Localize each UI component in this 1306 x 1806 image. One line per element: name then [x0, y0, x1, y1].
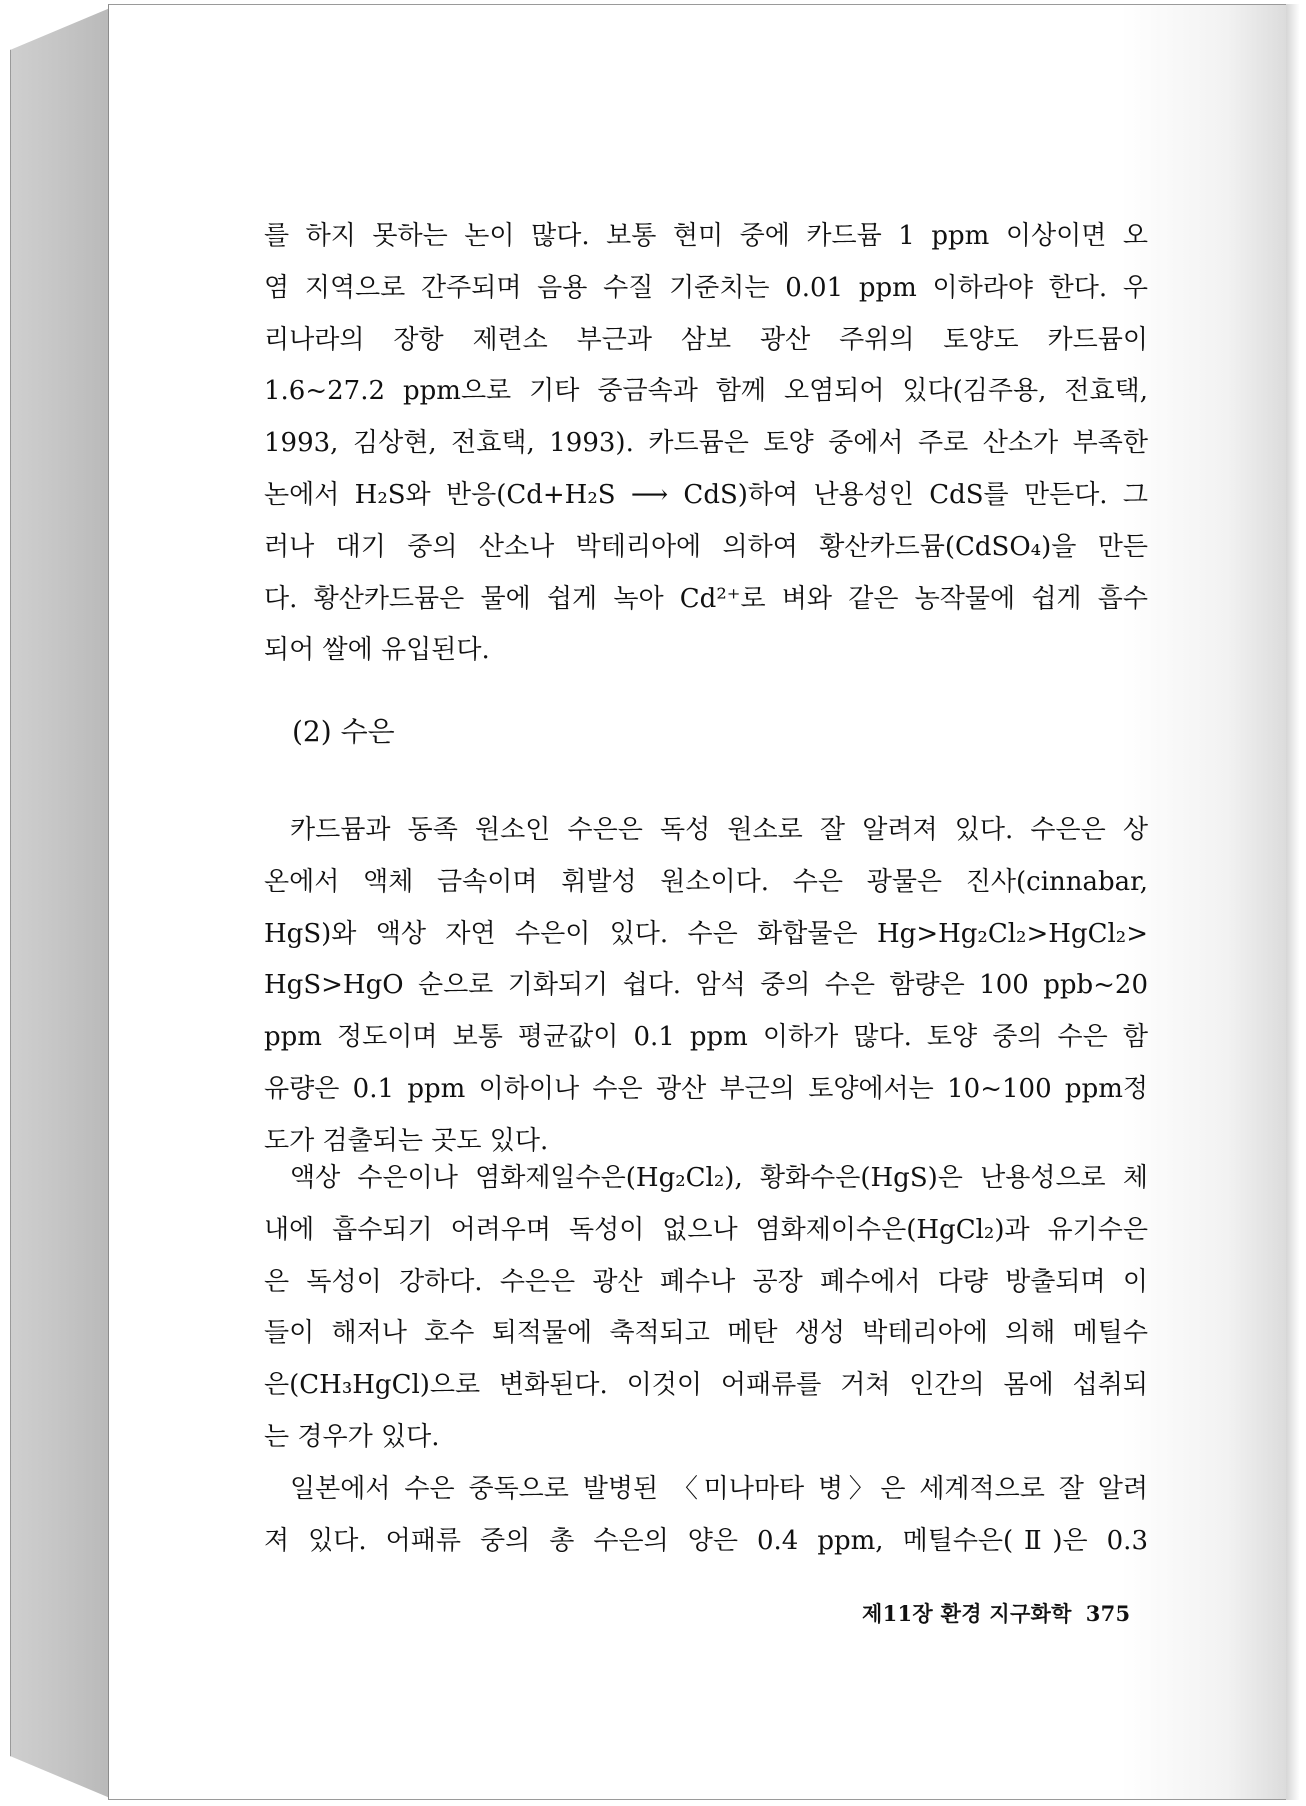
text-line: 논에서 H₂S와 반응(Cd+H₂S ⟶ CdS)하여 난용성인 CdS를 만든다. 그	[264, 479, 1148, 510]
paragraph-cadmium	[264, 211, 1148, 677]
text-line: 유량은 0.1 ppm 이하이나 수은 광산 부근의 토양에서는 10~100 ppm정	[264, 1073, 1148, 1104]
text-line: 액상 수은이나 염화제일수은(Hg₂Cl₂), 황화수은(HgS)은 난용성으로 체	[290, 1163, 1148, 1193]
paragraph-minamata	[264, 1464, 1148, 1568]
text-line: 은(CH₃HgCl)으로 변화된다. 이것이 어패류를 거쳐 인간의 몸에 섭취되	[264, 1370, 1148, 1401]
section-heading: (2) 수은	[292, 715, 395, 748]
text-line: 카드뮴과 동족 원소인 수은은 독성 원소로 잘 알려져 있다. 수은은 상	[290, 815, 1148, 845]
page-number: 375	[1085, 1601, 1131, 1626]
text-line: HgS)와 액상 자연 수은이 있다. 수은 화합물은 Hg>Hg₂Cl₂>HgCl₂>	[264, 918, 1148, 949]
page-shadow	[1286, 4, 1300, 1800]
text-line: 는 경우가 있다.	[264, 1421, 440, 1452]
text-line: 를 하지 못하는 논이 많다. 보통 현미 중에 카드뮴 1 ppm 이상이면 오	[264, 221, 1148, 251]
text-line: 다. 황산카드뮴은 물에 쉽게 녹아 Cd²⁺로 벼와 같은 농작물에 쉽게 흡수	[264, 583, 1148, 614]
text-line: ppm 정도이며 보통 평균값이 0.1 ppm 이하가 많다. 토양 중의 수은 함	[264, 1022, 1148, 1053]
text-line: 러나 대기 중의 산소나 박테리아에 의하여 황산카드뮴(CdSO₄)을 만든	[264, 531, 1148, 562]
text-line: HgS>HgO 순으로 기화되기 쉽다. 암석 중의 수은 함량은 100 ppb~20	[264, 970, 1148, 1001]
text-line: 되어 쌀에 유입된다.	[264, 635, 490, 666]
text-line: 염 지역으로 간주되며 음용 수질 기준치는 0.01 ppm 이하라야 한다. 우	[264, 272, 1148, 303]
text-line: 1.6~27.2 ppm으로 기타 중금속과 함께 오염되어 있다(김주용, 전효택,	[264, 376, 1148, 407]
text-line: 1993, 김상현, 전효택, 1993). 카드뮴은 토양 중에서 주로 산소가 부족한	[264, 428, 1148, 459]
book-spine-outline	[10, 8, 110, 1798]
paragraph-mercury-toxicity	[264, 1153, 1148, 1464]
text-line: 내에 흡수되기 어려우며 독성이 없으나 염화제이수은(HgCl₂)과 유기수은	[264, 1214, 1148, 1245]
text-line: 리나라의 장항 제련소 부근과 삼보 광산 주위의 토양도 카드뮴이	[264, 324, 1148, 355]
text-line: 들이 해저나 호수 퇴적물에 축적되고 메탄 생성 박테리아에 의해 메틸수	[264, 1318, 1148, 1349]
chapter-title: 제11장 환경 지구화학	[862, 1601, 1072, 1626]
text-line: 은 독성이 강하다. 수은은 광산 폐수나 공장 폐수에서 다량 방출되며 이	[264, 1266, 1148, 1297]
text-line: 온에서 액체 금속이며 휘발성 원소이다. 수은 광물은 진사(cinnabar,	[264, 866, 1148, 897]
text-line: 도가 검출되는 곳도 있다.	[264, 1125, 549, 1156]
page-footer	[862, 1598, 1130, 1628]
text-line: 져 있다. 어패류 중의 총 수은의 양은 0.4 ppm, 메틸수은(Ⅱ)은 0.3	[264, 1525, 1148, 1556]
paragraph-mercury-intro	[264, 805, 1148, 1168]
text-line: 일본에서 수은 중독으로 발병된 〈미나마타 병〉은 세계적으로 잘 알려	[290, 1474, 1148, 1504]
